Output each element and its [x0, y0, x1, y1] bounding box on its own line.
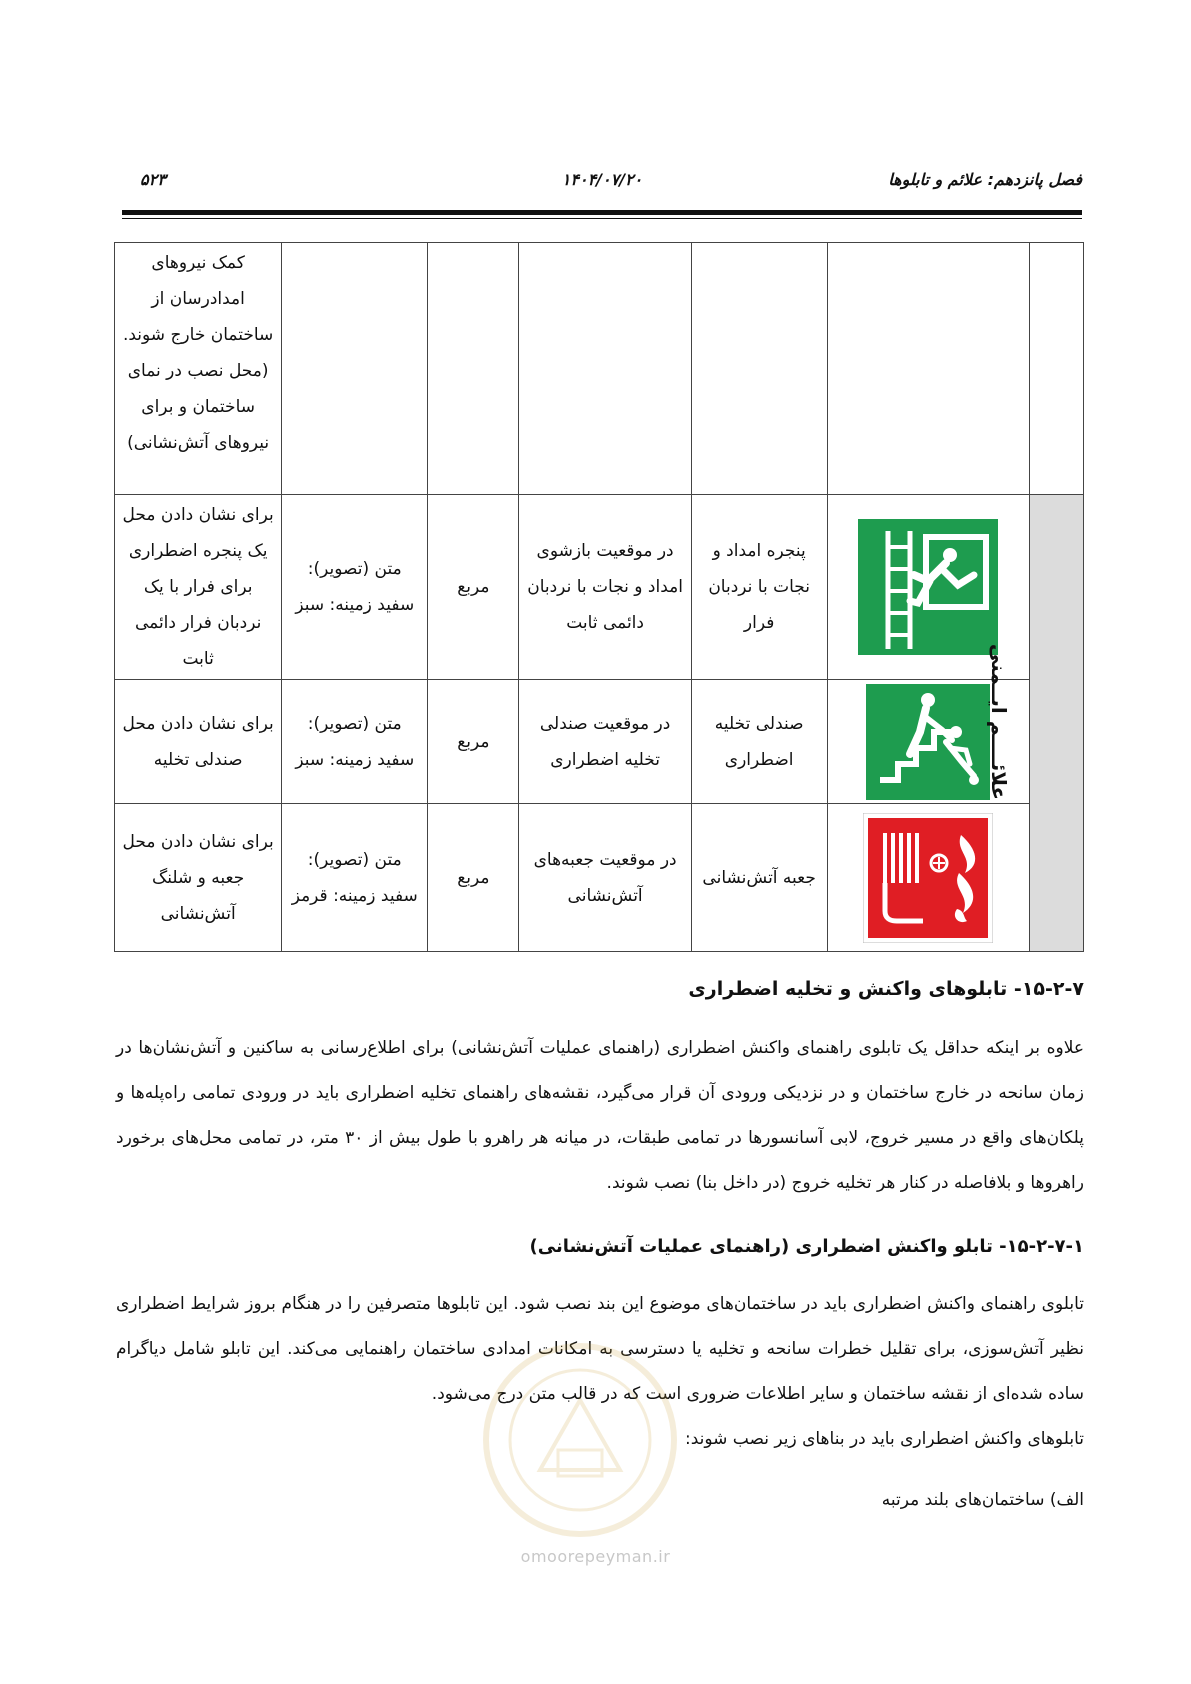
buildings-intro: تابلوهای واکنش اضطراری باید در بناهای زیر نصب شوند: [684, 1429, 1084, 1449]
category-cell-top [1030, 243, 1084, 495]
header-date: ۱۴۰۴/۰۷/۲۰ [561, 170, 643, 189]
list-block [116, 1490, 1084, 1510]
sign-colors-cell: متن (تصویر): سفید زمینه: سبز [282, 680, 428, 804]
sign-name-cell: صندلی تخلیه اضطراری [691, 680, 827, 804]
subsection-heading-block [116, 1236, 1084, 1257]
evacuation-chair-sign-icon [866, 684, 990, 800]
colors-cell-empty [282, 243, 428, 495]
table-row [115, 680, 1084, 804]
description-cell: کمک نیروهای امدادرسان از ساختمان خارج شوند. (محل نصب در نمای ساختمان و برای نیروهای آتش‌نشانی) [115, 243, 282, 495]
category-cell [986, 495, 1084, 952]
sign-shape-cell: مربع [428, 680, 519, 804]
subsection-body [116, 1282, 1084, 1462]
subsection-title: ۱۵-۲-۷-۱- تابلو واکنش اضطراری (راهنمای عملیات آتش‌نشانی) [529, 1236, 1084, 1257]
sign-description-cell: برای نشان دادن محل یک پنجره اضطراری برای فرار با یک نردبان فرار دائمی ثابت [115, 495, 282, 680]
category-label: علائــــم ایــمنی [986, 643, 1011, 801]
location-cell-empty [519, 243, 691, 495]
sign-name-cell: پنجره امداد و نجات با نردبان فرار [691, 495, 827, 680]
table-row [115, 495, 1084, 680]
section-heading-block [116, 978, 1084, 1000]
safety-signs-table [114, 242, 1084, 952]
sign-colors-cell: متن (تصویر): سفید زمینه: سبز [282, 495, 428, 680]
sign-shape-cell: مربع [428, 495, 519, 680]
sign-location-cell: در موقعیت صندلی تخلیه اضطراری [519, 680, 691, 804]
header-rule-thin [122, 218, 1082, 219]
name-cell-empty [691, 243, 827, 495]
page-header [122, 170, 1082, 200]
page-number: ۵۲۳ [140, 170, 166, 189]
sign-description-cell: برای نشان دادن محل جعبه و شلنگ آتش‌نشانی [115, 804, 282, 952]
sign-colors-cell: متن (تصویر): سفید زمینه: قرمز [282, 804, 428, 952]
sign-location-cell: در موقعیت جعبه‌های آتش‌نشانی [519, 804, 691, 952]
header-rule-thick [122, 210, 1082, 215]
section-body [116, 1026, 1084, 1206]
emergency-window-ladder-sign-icon [858, 519, 998, 655]
table-row [115, 243, 1084, 495]
sign-description-cell: برای نشان دادن محل صندلی تخلیه [115, 680, 282, 804]
fire-hose-reel-sign-icon [863, 813, 993, 943]
chapter-title: فصل پانزدهم: علائم و تابلوها [888, 170, 1082, 189]
sign-cell [827, 804, 1030, 952]
section-paragraph: علاوه بر اینکه حداقل یک تابلوی راهنمای واکنش اضطراری (راهنمای عملیات آتش‌نشانی) برای اطلاع‌رسانی به ساکنین و آتش‌نشان‌ها در زمان سانحه در خارج ساختمان و در نزدیکی ورودی آن قرار می‌گیرد، نقشه‌های راهنمای تخلیه اضطراری باید در ورودی تمامی راه‌پله‌ها و پلکان‌های واقع در مسیر خروج، لابی آسانسورها در تمامی طبقات، در میانه هر راهرو با طول بیش از ۳۰ متر، در تمامی محل‌های برخورد راهروها و بلافاصله در کنار هر تخلیه خروج (در داخل بنا) نصب شوند. [116, 1038, 1084, 1193]
sign-shape-cell: مربع [428, 804, 519, 952]
shape-cell-empty [428, 243, 519, 495]
sign-name-cell: جعبه آتش‌نشانی [691, 804, 827, 952]
watermark-site: omoorepeyman.ir [520, 1547, 671, 1566]
section-title: ۱۵-۲-۷- تابلوهای واکنش و تخلیه اضطراری [688, 978, 1084, 1000]
list-item: الف) ساختمان‌های بلند مرتبه [881, 1490, 1084, 1510]
subsection-paragraph: تابلوی راهنمای واکنش اضطراری باید در ساختمان‌های موضوع این بند نصب شود. این تابلوها متصرفین را در هنگام بروز شرایط اضطراری نظیر آتش‌سوزی، برای تقلیل خطرات سانحه و تخلیه یا دسترسی به امکانات امدادی ساختمان راهنمایی می‌کند. این تابلو شامل دیاگرام ساده شده‌ای از نقشه ساختمان و سایر اطلاعات ضروری است که در قالب متن درج می‌شود. [116, 1294, 1084, 1404]
sign-cell-empty [827, 243, 1030, 495]
table-row [115, 804, 1084, 952]
sign-location-cell: در موقعیت بازشوی امداد و نجات با نردبان دائمی ثابت [519, 495, 691, 680]
